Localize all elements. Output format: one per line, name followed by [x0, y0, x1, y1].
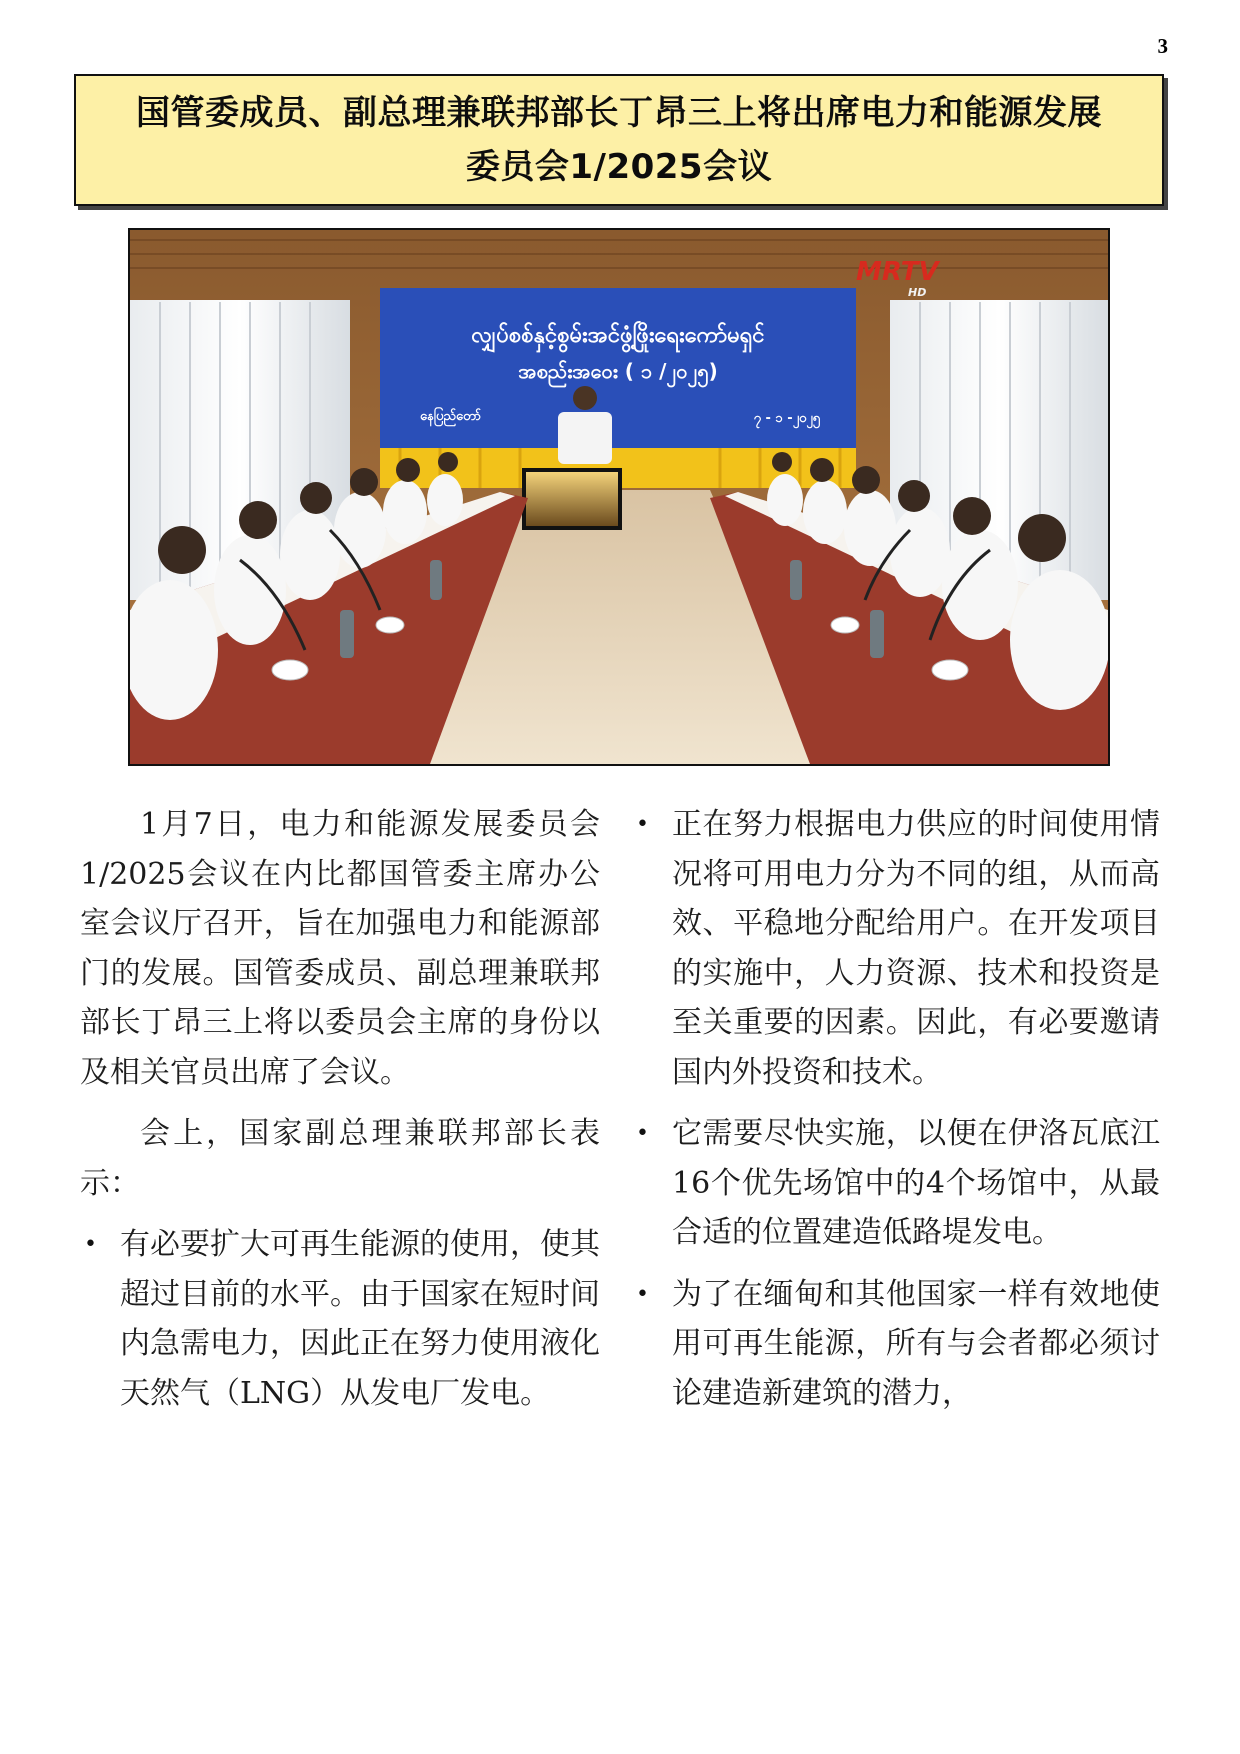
article-title-box: [74, 74, 1164, 206]
bullet-item: • 它需要尽快实施，以便在伊洛瓦底江16个优先场馆中的4个场馆中，从最合适的位置建造低路堤发电。: [632, 1109, 1160, 1258]
mrtv-hd-label: HD: [908, 286, 927, 299]
article-title-line-2: 委员会1/2025会议: [465, 147, 773, 187]
banner-line-2: အစည်းအဝေး ( ၁ /၂၀၂၅): [518, 359, 718, 383]
page-number: 3: [1157, 34, 1168, 58]
banner-date: ၇ - ၁ -၂၀၂၅: [753, 411, 820, 426]
bullet-item: • 正在努力根据电力供应的时间使用情况将可用电力分为不同的组，从而高效、平稳地分配给用户。在开发项目的实施中，人力资源、技术和投资是至关重要的因素。因此，有必要邀请国内外投资和技术。: [632, 800, 1160, 1097]
article-title-line-1: 国管委成员、副总理兼联邦部长丁昂三上将出席电力和能源发展: [136, 93, 1102, 133]
banner-line-1: လျှပ်စစ်နှင့်စွမ်းအင်ဖွံ့ဖြိုးရေးကော်မရှင်: [471, 323, 765, 348]
banner-place: နေပြည်တော်: [420, 409, 482, 424]
right-column: [632, 800, 1160, 1430]
meeting-photo: [128, 228, 1110, 766]
right-bullet-list: [632, 800, 1160, 1418]
left-column: [80, 800, 600, 1430]
left-bullet-list: [80, 1220, 600, 1418]
bullet-item: • 有必要扩大可再生能源的使用，使其超过目前的水平。由于国家在短时间内急需电力，因此正在努力使用液化天然气（LNG）从发电厂发电。: [80, 1220, 600, 1418]
article-paragraph-1: 1月7日，电力和能源发展委员会1/2025会议在内比都国管委主席办公室会议厅召开，旨在加强电力和能源部门的发展。国管委成员、副总理兼联邦部长丁昂三上将以委员会主席的身份以及相关官员出席了会议。: [80, 807, 600, 1090]
mrtv-logo: MRTV: [856, 257, 939, 287]
article-paragraph-2: 会上，国家副总理兼联邦部长表示：: [80, 1116, 600, 1201]
bullet-item: • 为了在缅甸和其他国家一样有效地使用可再生能源，所有与会者都必须讨论建造新建筑的潜力，: [632, 1270, 1160, 1419]
